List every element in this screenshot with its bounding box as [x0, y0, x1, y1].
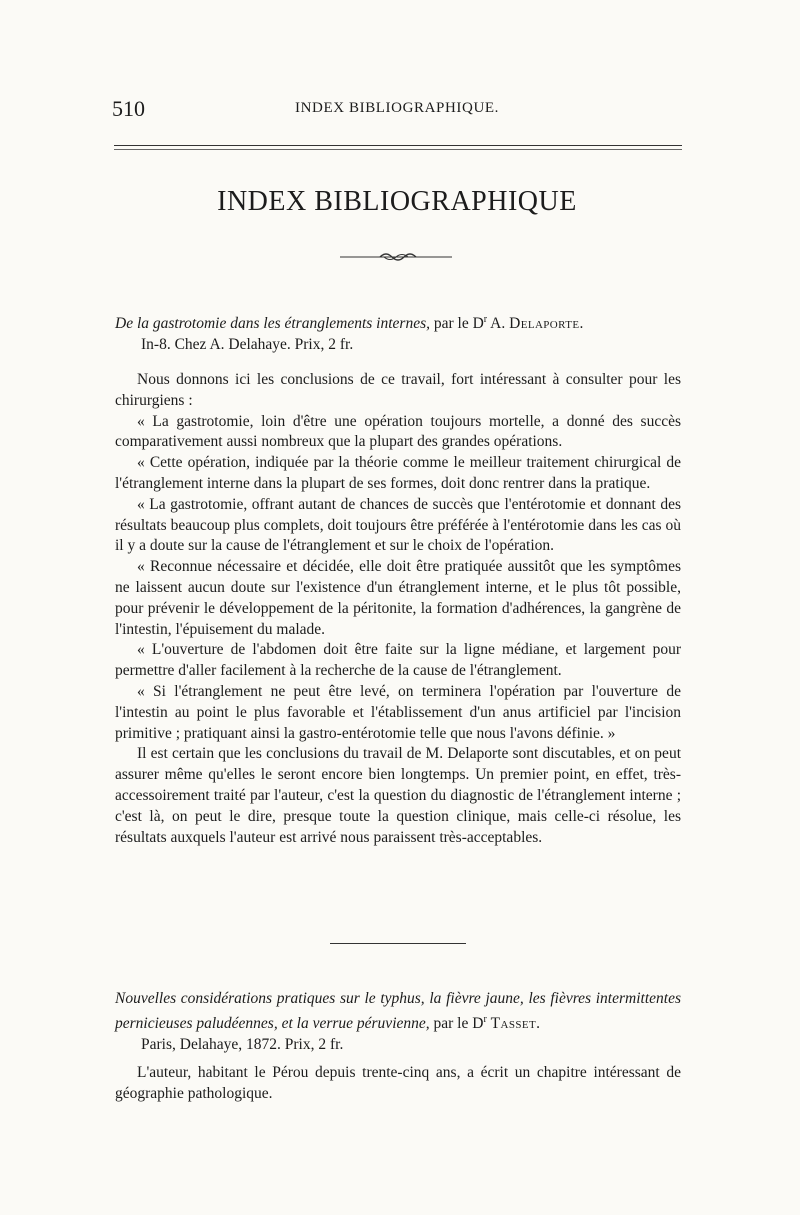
article-2-publication: Paris, Delahaye, 1872. Prix, 2 fr. — [141, 1035, 344, 1053]
article-1-paragraph: « L'ouverture de l'abdomen doit être faite sur la ligne médiane, et largement pour permettre d'aller facilement à la recherche de la cause de l'étranglement. — [115, 641, 681, 680]
article-1-paragraph: Nous donnons ici les conclusions de ce travail, fort intéressant à consulter pour les chirurgiens : — [115, 371, 681, 409]
article-separator — [330, 943, 466, 944]
article-1-paragraph: « La gastrotomie, offrant autant de chances de succès que l'entérotomie et donnant des résultats beaucoup plus complets, doit toujours être préférée à l'entérotomie dans les cas où il y a doute sur la cause de l'étranglement et sur le choix de l'opération. — [115, 495, 681, 555]
article-1-body — [115, 370, 681, 848]
article-1-paragraph: « Si l'étranglement ne peut être levé, on terminera l'opération par l'ouverture de l'intestin au point le plus favorable et l'établissement d'un anus artificiel par l'incision primitive ; pratiquant ainsi la gastro-entérotomie telle que nous l'avons définie. » — [115, 682, 681, 742]
article-2-title: Nouvelles considérations pratiques sur le typhus, la fièvre jaune, les fièvres intermittentes pernicieuses paludéennes, et la verrue péruvienne, — [115, 990, 681, 1032]
article-2-header — [115, 989, 681, 1056]
ornament-divider — [340, 250, 452, 264]
header-rule-secondary — [114, 149, 682, 150]
article-1-paragraph: « Cette opération, indiquée par la théorie comme le meilleur traitement chirurgical de l'étranglement interne dans la plupart de ses formes, doit donc rentrer dans la pratique. — [115, 454, 681, 492]
article-1-byline: par le $D^r$ A. Delaporte. — [433, 314, 584, 333]
running-head-title: INDEX BIBLIOGRAPHIQUE. — [294, 100, 500, 116]
article-2-body — [115, 1063, 681, 1105]
article-2-paragraph: L'auteur, habitant le Pérou depuis trente-cinq ans, a écrit un chapitre intéressant de géographie pathologique. — [115, 1064, 681, 1102]
page-number: 510 — [112, 96, 145, 121]
article-1-paragraph: « Reconnue nécessaire et décidée, elle doit être pratiquée aussitôt que les symptômes ne laissent aucun doute sur l'existence d'un étranglement interne, et le plus tôt possible, pour prévenir le développement de la péritonite, la formation d'adhérences, la gangrène de l'intestin, l'épuisement du malade. — [115, 558, 681, 638]
article-1-header — [115, 310, 681, 356]
article-1-publication: In-8. Chez A. Delahaye. Prix, 2 fr. — [141, 335, 354, 353]
article-1-title: De la gastrotomie dans les étranglements internes, — [115, 315, 430, 333]
section-title: INDEX BIBLIOGRAPHIQUE — [217, 186, 577, 217]
running-head — [112, 96, 682, 122]
header-rule — [114, 145, 682, 146]
article-2-byline: par le $D^r$ Tasset. — [433, 1013, 541, 1032]
article-1-paragraph: Il est certain que les conclusions du travail de M. Delaporte sont discutables, et on peut assurer même qu'elles le seront encore bien longtemps. Un premier point, en effet, très-accessoirement traité par l'auteur, c'est la question du diagnostic de l'étranglement interne ; c'est là, on peut le dire, presque toute la question clinique, mais celle-ci résolue, les résultats auxquels l'auteur est arrivé nous paraissent très-acceptables. — [115, 745, 681, 846]
article-1-paragraph: « La gastrotomie, loin d'être une opération toujours mortelle, a donné des succès comparativement aussi nombreux que la plupart des grandes opérations. — [115, 412, 681, 451]
